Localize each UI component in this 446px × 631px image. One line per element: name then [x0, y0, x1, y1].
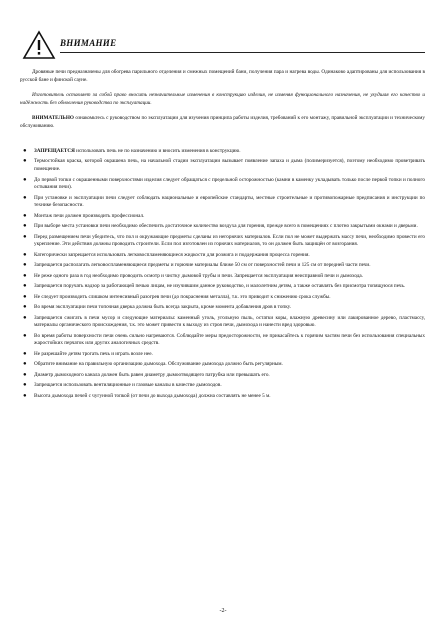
bullet-icon: ● — [23, 262, 27, 269]
item-text: Не разрешайте детям трогать печь и играть возле нее. — [34, 350, 153, 357]
list-item — [20, 382, 425, 390]
item-text: Запрещается использовать вентиляционные и газовые каналы в качестве дымоходов. — [34, 382, 222, 389]
list-item — [20, 294, 425, 302]
bullet-icon: ● — [23, 371, 27, 378]
attention-lead: ВНИМАТЕЛЬНО — [32, 115, 74, 121]
bullet-icon: ● — [23, 361, 27, 368]
bullet-icon: ● — [23, 350, 27, 357]
item-text: Во время работы поверхности печи очень сильно нагреваются. Соблюдайте меры предосторожности, не прикасайтесь к горячим частям печи без использования специальных жаростойких перчаток или других аналогичных средств. — [34, 332, 425, 347]
list-item — [20, 333, 425, 348]
item-lead: ЗАПРЕЩАЕТСЯ — [34, 148, 75, 154]
list-item — [20, 283, 425, 291]
attention-text: ознакомьтесь с руководством по эксплуатации для изучения принципа работы изделия, требований к его монтажу, правильной эксплуатации и техническому обслуживанию. — [20, 115, 425, 129]
bullet-icon: ● — [23, 176, 27, 183]
list-item — [20, 158, 425, 173]
list-item — [20, 351, 425, 359]
disclaimer-paragraph: Изготовитель оставляет за собой право вносить незначительные изменения в конструкцию изделия, не изменяя функционального назначения, не ухудшая его качество и надёжность без обновления руководства по эксплуатации. — [20, 92, 425, 106]
list-item — [20, 213, 425, 221]
item-text: Монтаж печи должен производить профессионал. — [34, 212, 145, 219]
list-item — [20, 262, 425, 270]
item-text: При установке и эксплуатации печи следует соблюдать национальные и европейские стандарты, местные строительные и противопожарные предписания и инструкции по технике безопасности. — [34, 194, 425, 209]
bullet-icon: ● — [23, 148, 27, 154]
bullet-icon: ● — [23, 158, 27, 165]
intro-paragraph: Дровяные печи предназначены для обогрева парильного отделения и смежных помещений бани, получения пара и нагрева воды. Одинаково адаптированы для использования в русской бане и финской сауне. — [20, 69, 425, 83]
item-text: Запрещается поручать надзор за работающей печью лицам, не изучившим данное руководство, и малолетним детям, а также оставлять без присмотра топящуюся печь. — [34, 283, 406, 290]
list-item — [20, 372, 425, 380]
warning-title: ВНИМАНИЕ — [60, 38, 117, 48]
item-text: Высота дымохода печей с чугунной топкой (от печи до выхода дымохода) должна составлять не менее 5 м. — [34, 392, 271, 399]
bullet-icon: ● — [23, 382, 27, 389]
bullet-icon: ● — [23, 233, 27, 240]
bullet-icon: ● — [23, 194, 27, 201]
list-item — [20, 304, 425, 312]
bullet-icon: ● — [23, 272, 27, 279]
warning-header — [20, 28, 425, 62]
safety-rules-list — [20, 148, 425, 403]
bullet-icon: ● — [23, 251, 27, 258]
bullet-icon: ● — [23, 314, 27, 321]
attention-paragraph — [20, 115, 425, 130]
item-text: Не следует производить слишком интенсивный разогрев печи (до покраснения металла), т.к. это приводит к снижению срока службы. — [34, 293, 331, 300]
item-text: использовать печь не по назначению и вносить изменения в конструкцию. — [74, 148, 241, 154]
bullet-icon: ● — [23, 283, 27, 290]
item-text: До первой топки с окрашенными поверхностями изделия следует обращаться с предельной осторожностью (камни в каменку укладывать только после первой топки и полного остывания печи). — [34, 176, 425, 191]
list-item — [20, 393, 425, 401]
item-text: Запрещается сжигать в печи мусор и следующие материалы: каменный уголь, угольную пыль, остатки коры, влажную древесину или лакированное дерево, пластмассу, материалы органического происхождения, т.к. это может привести к выходу из строя печи, дымохода и нанести вред здоровью. — [34, 314, 425, 329]
bullet-icon: ● — [23, 304, 27, 311]
item-text: Обратите внимание на правильную организацию дымохода. Обслуживание дымохода должно быть регулярным. — [34, 361, 283, 368]
warning-triangle-icon — [22, 30, 56, 60]
list-item — [20, 177, 425, 192]
bullet-icon: ● — [23, 293, 27, 300]
bullet-icon: ● — [23, 212, 27, 219]
bullet-icon: ● — [23, 332, 27, 339]
bullet-icon: ● — [23, 392, 27, 399]
item-text: Диаметр дымоходного канала должен быть равен диаметру дымоотводящего патрубка или превышать его. — [34, 371, 270, 378]
header-divider — [60, 52, 425, 53]
item-text: Во время эксплуатации печи топочная дверка должна быть всегда закрыта, кроме момента добавления дров в топку. — [34, 304, 292, 311]
item-text: Запрещается располагать легковоспламеняющиеся предметы и горючие материалы ближе 50 см от поверхностей печи и 125 см от передней части печи. — [34, 262, 371, 269]
item-text: Термостойкая краска, которой окрашена печь, на начальной стадии эксплуатации вызывает появление запаха и дыма (полимеризуется), поэтому необходимо проветривать помещение. — [34, 158, 425, 173]
list-item — [20, 223, 425, 231]
item-text: Перед размещением печи убедитесь, что пол и окружающие предметы сделаны из негорючих материалов. Если пол не может выдержать массу печи, необходимо провести его укрепление. Эти действия должны проводить строители. Если пол изготовлен из горючих материалов, то он должен быть защищён от возгорания. — [34, 233, 425, 248]
list-item — [20, 252, 425, 260]
item-text: Не реже одного раза в год необходимо проводить осмотр и чистку дымовой трубы и печи. Запрещается эксплуатация неисправной печи и дымохода. — [34, 272, 364, 279]
item-text: При выборе места установки печи необходимо обеспечить достаточное количество воздуха для горения, прежде всего в помещениях с плотно закрытыми окнами и дверьми. — [34, 223, 418, 230]
list-item — [20, 361, 425, 369]
item-text: Категорически запрещается использовать легковоспламеняющиеся жидкости для розжига и поддержания процесса горения. — [34, 251, 310, 258]
list-item — [20, 148, 425, 156]
list-item — [20, 195, 425, 210]
list-item — [20, 315, 425, 330]
bullet-icon: ● — [23, 223, 27, 230]
list-item — [20, 273, 425, 281]
list-item — [20, 234, 425, 249]
page-number: -2- — [219, 608, 227, 614]
